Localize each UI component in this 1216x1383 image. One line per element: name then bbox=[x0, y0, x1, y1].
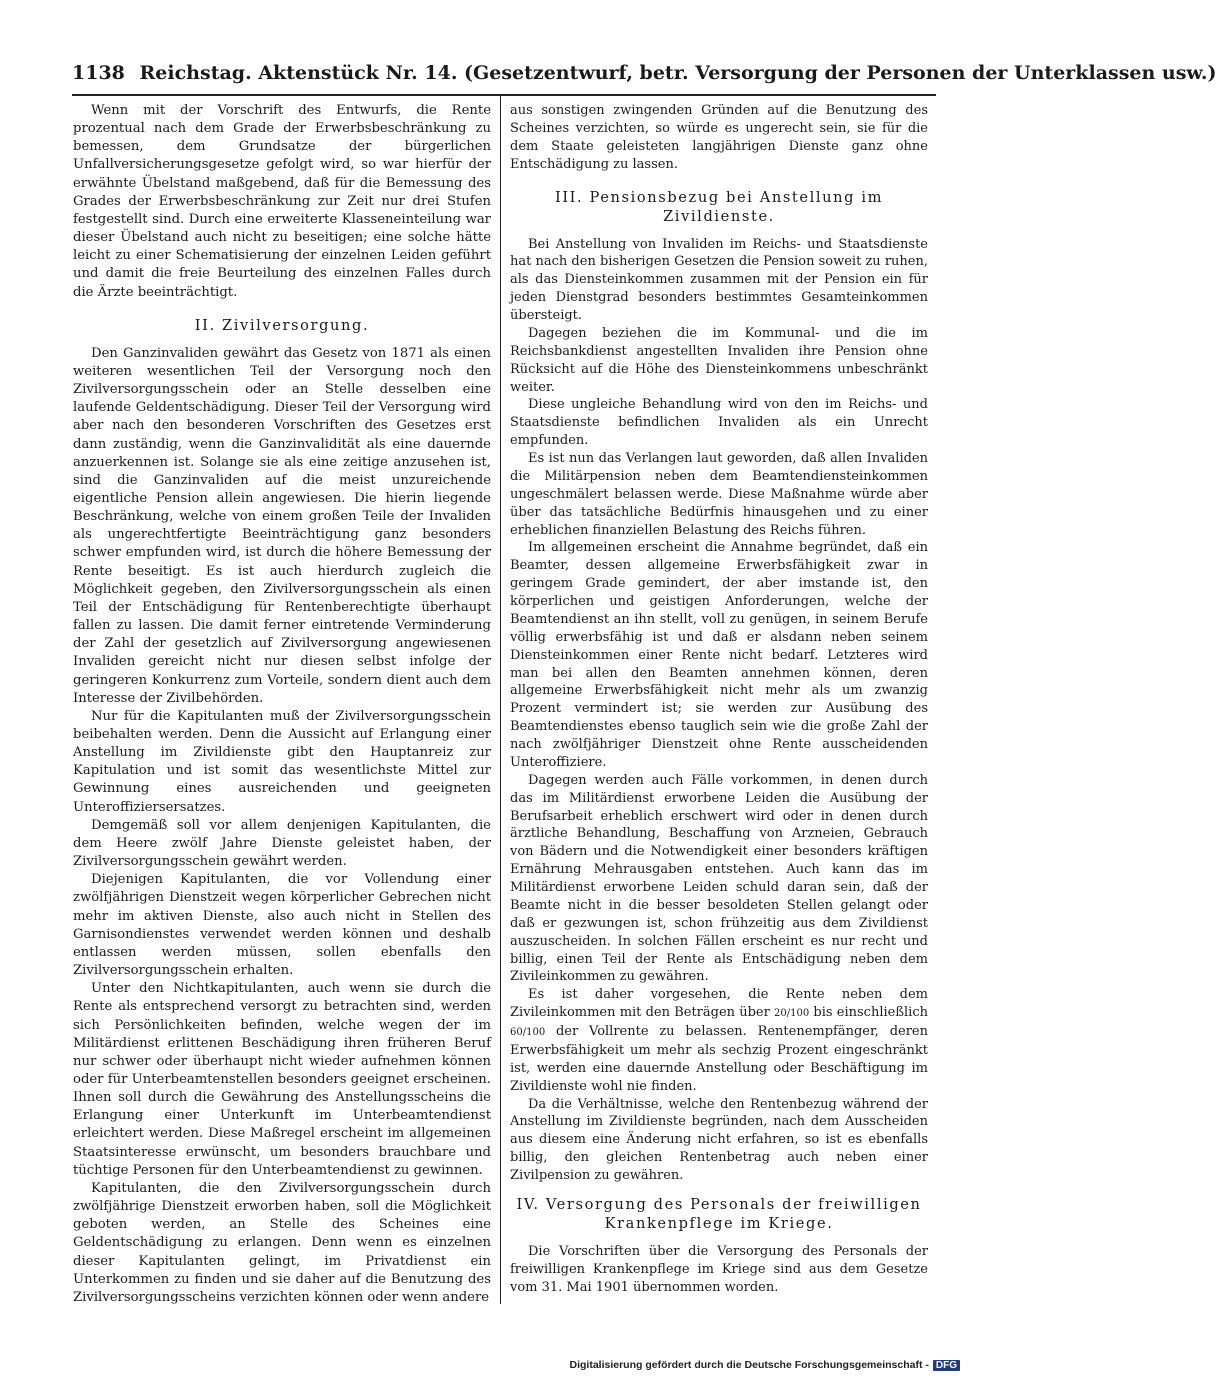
fraction: 20/100 bbox=[774, 1008, 810, 1020]
paragraph: Nur für die Kapitulanten muß der Zivilversorgungsschein beibehalten werden. Denn die Aussicht auf Erlangung einer Anstellung im Zivildienste gibt den Hauptanreiz zur Kapitulation und ist somit das wesentlichste Mittel zur Gewinnung eines ausreichenden und geeigneten Unteroffiziersersatzes. bbox=[73, 708, 491, 815]
section-heading-krankenpflege: IV. Versorgung des Personals der freiwilligen Krankenpflege im Kriege. bbox=[516, 1195, 922, 1232]
paragraph: Diese ungleiche Behandlung wird von den im Reichs- und Staatsdienste befindlichen Invaliden als ein Unrecht empfunden. bbox=[510, 397, 928, 449]
text-run: bis einschließlich bbox=[813, 1005, 928, 1021]
paragraph: Da die Verhältnisse, welche den Rentenbezug während der Anstellung im Zivildienste begründen, nach dem Ausscheiden aus diesem eine Änderung nicht erfahren, so ist es ebenfalls billig, den gleichen Rentenbetrag auch neben einer Zivilpension zu gewähren. bbox=[510, 1096, 928, 1183]
text-run: Es ist daher vorgesehen, die Rente neben dem Zivileinkommen mit den Beträgen über bbox=[510, 987, 928, 1021]
paragraph: Im allgemeinen erscheint die Annahme begründet, daß ein Beamter, dessen allgemeine Erwerbsfähigkeit zwar in geringem Grade gemindert, der aber imstande ist, den körperlichen und geistigen Anforderungen, welche der Beamtendienst an ihn stellt, voll zu genügen, in seinem Berufe völlig erwerbsfähig ist und daß er alsdann neben seinem Diensteinkommen einer Rente nicht bedarf. Letzteres wird man bei allen den Beamten annehmen können, deren allgemeine Erwerbsfähigkeit nicht mehr als um zwanzig Prozent vermindert ist; sie werden zur Ausübung des Beamtendienstes ebenso tauglich sein wie die große Zahl der nach zwölfjähriger Dienstzeit ohne Rente ausscheidenden Unteroffiziere. bbox=[510, 540, 928, 770]
paragraph: Es ist nun das Verlangen laut geworden, daß allen Invaliden die Militärpension neben dem Beamtendiensteinkommen ungeschmälert belassen werde. Diese Maßnahme würde aber über das tatsächliche Bedürfnis hinausgehen und zu einer erheblichen finanziellen Belastung des Reichs führen. bbox=[510, 451, 928, 538]
paragraph-rente bbox=[510, 986, 928, 1095]
digitization-credit bbox=[570, 1359, 961, 1371]
right-column bbox=[510, 102, 928, 1297]
running-header bbox=[72, 58, 1216, 92]
page-number: 1138 bbox=[72, 62, 125, 84]
paragraph: Kapitulanten, die den Zivilversorgungsschein durch zwölfjährige Dienstzeit erworben haben, soll die Möglichkeit geboten werden, an Stelle des Scheines eine Geldentschädigung zu erlangen. Denn wenn es einzelnen dieser Kapitulanten gelingt, im Privatdienst ein Unterkommen zu finden und sie daher auf die Benutzung des Zivilversorgungsscheins verzichten können oder wenn andere bbox=[73, 1180, 491, 1305]
paragraph: Unter den Nichtkapitulanten, auch wenn sie durch die Rente als entsprechend versorgt zu betrachten sind, werden sich Persönlichkeiten befinden, welche wegen der im Militärdienst erlittenen Beschädigung ihren früheren Beruf nur schwer oder überhaupt nicht wieder aufnehmen können oder für Unterbeamtenstellen besonders geeignet erscheinen. Ihnen soll durch die Gewährung des Anstellungsscheins die Erlangung einer Unterkunft im Unterbeamtendienst erleichtert werden. Diese Maßregel erscheint im allgemeinen Staatsinteresse erwünscht, um besonders brauchbare und tüchtige Personen für den Unterbeamtendienst zu gewinnen. bbox=[73, 981, 491, 1178]
paragraph: Den Ganzinvaliden gewährt das Gesetz von 1871 als einen weiteren wesentlichen Teil der Versorgung noch den Zivilversorgungsschein oder an Stelle desselben eine laufende Geldentschädigung. Dieser Teil der Versorgung wird aber nach den besonderen Vorschriften des Gesetzes erst dann zuständig, wenn die Ganzinvalidität als eine dauernde anzuerkennen ist. Solange sie als eine zeitige anzusehen ist, sind die Ganzinvaliden auf die meist unzureichende eigentliche Pension allein angewiesen. Die hierin liegende Beschränkung, welche von einem großen Teile der Invaliden als ungerechtfertigte Beeinträchtigung ganz besonders schwer empfunden wird, ist durch die höhere Bemessung der Rente beseitigt. Es ist auch hierdurch zugleich die Möglichkeit gegeben, den Zivilversorgungsschein als einen Teil der Entschädigung für Rentenberechtigte überhaupt fallen zu lassen. Die damit ferner eintretende Verminderung der Zahl der gesetzlich auf Zivilversorgung angewiesenen Invaliden gereicht nicht nur diesen selbst infolge der geringeren Konkurrenz zum Vorteile, sondern dient auch dem Interesse der Zivilbehörden. bbox=[73, 345, 491, 706]
section-heading-pensionsbezug: III. Pensionsbezug bei Anstellung im Zivildienste. bbox=[554, 188, 884, 225]
paragraph: Demgemäß soll vor allem denjenigen Kapitulanten, die dem Heere zwölf Jahre Dienste geleistet haben, der Zivilversorgungsschein gewährt werden. bbox=[73, 817, 491, 870]
section-heading-zivilversorgung: II. Zivilversorgung. bbox=[194, 316, 370, 334]
paragraph: Dagegen beziehen die im Kommunal- und die im Reichsbankdienst angestellten Invaliden ihre Pension ohne Rücksicht auf die Höhe des Diensteinkommens unbeschränkt weiter. bbox=[510, 325, 928, 395]
paragraph: Die Vorschriften über die Versorgung des Personals der freiwilligen Krankenpflege im Kriege sind aus dem Gesetze vom 31. Mai 1901 übernommen worden. bbox=[510, 1243, 928, 1295]
header-rule bbox=[72, 94, 936, 96]
paragraph: Bei Anstellung von Invaliden im Reichs- und Staatsdienste hat nach den bisherigen Gesetzen die Pension soweit zu ruhen, als das Diensteinkommen zusammen mit der Pension ein für jeden Dienstgrad besonders bestimmtes Gesamteinkommen übersteigt. bbox=[510, 236, 928, 323]
running-title: Reichstag. Aktenstück Nr. 14. (Gesetzentwurf, betr. Versorgung der Personen der Unterklassen usw.) bbox=[139, 62, 1216, 84]
text-run: der Vollrente zu belassen. Rentenempfänger, deren Erwerbsfähigkeit um mehr als sechzig Prozent eingeschränkt ist, werden eine dauernde Anstellung oder Beschäftigung im Zivildienste wohl nie finden. bbox=[510, 1024, 929, 1094]
credit-text: Digitalisierung gefördert durch die Deutsche Forschungsgemeinschaft - bbox=[569, 1359, 929, 1371]
fraction: 60/100 bbox=[510, 1027, 546, 1038]
left-column bbox=[73, 102, 491, 1307]
paragraph: Dagegen werden auch Fälle vorkommen, in denen durch das im Militärdienst erworbene Leiden die Ausübung der Berufsarbeit erheblich erschwert wird oder in denen durch ärztliche Behandlung, Beschaffung von Arzneien, Gebrauch von Bädern und die Notwendigkeit einer besonders kräftigen Ernährung Mehrausgaben entstehen. Auch kann das im Militärdienst erworbene Leiden schuld daran sein, daß der Beamte nicht in die besser besoldeten Stellen gelangt oder daß er gezwungen ist, schon frühzeitig aus dem Zivildienst auszuscheiden. In solchen Fällen erscheint es nur recht und billig, einen Teil der Rente als Entschädigung neben dem Zivileinkommen zu gewähren. bbox=[510, 772, 928, 985]
paragraph: Wenn mit der Vorschrift des Entwurfs, die Rente prozentual nach dem Grade der Erwerbsbeschränkung zu bemessen, dem Grundsatze der bürgerlichen Unfallversicherungsgesetze gefolgt wird, so war hierfür der erwähnte Übelstand maßgebend, daß für die Bemessung des Grades der Erwerbsbeschränkung zur Zeit nur drei Stufen festgestellt sind. Durch eine erweiterte Klasseneinteilung war dieser Übelstand auch nicht zu beseitigen; eine solche hätte leicht zu einer Schematisierung der einzelnen Leiden geführt und damit die freie Beurteilung des einzelnen Falles durch die Ärzte beeinträchtigt. bbox=[73, 103, 491, 300]
column-divider bbox=[500, 96, 501, 1304]
dfg-logo: DFG bbox=[933, 1360, 960, 1371]
paragraph: Diejenigen Kapitulanten, die vor Vollendung einer zwölfjährigen Dienstzeit wegen körperlicher Gebrechen nicht mehr im aktiven Dienste, also auch nicht in Stellen des Garnisondienstes verwendet werden können und deshalb entlassen werden müssen, sollen ebenfalls den Zivilversorgungsschein erhalten. bbox=[73, 872, 491, 979]
paragraph-continued: aus sonstigen zwingenden Gründen auf die Benutzung des Scheines verzichten, so würde es ungerecht sein, sie für die dem Staate geleisteten langjährigen Dienste ganz ohne Entschädigung zu lassen. bbox=[510, 103, 928, 172]
